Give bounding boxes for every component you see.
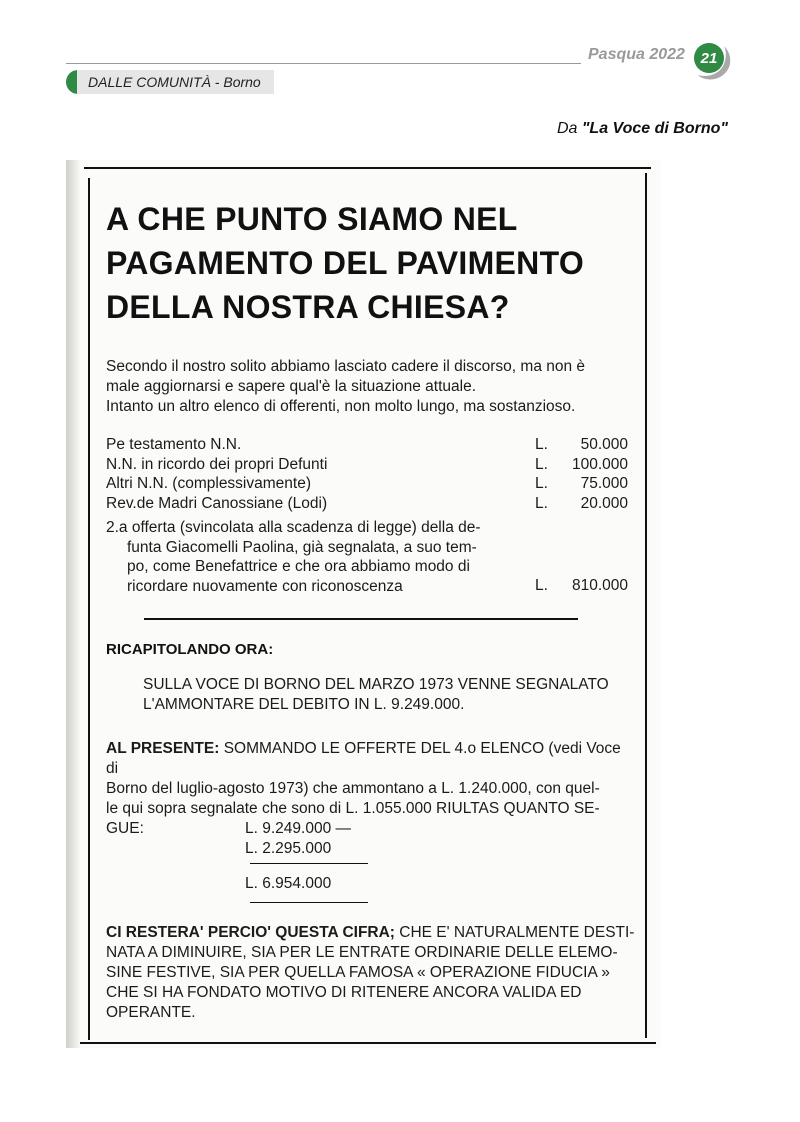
intro-line: Intanto un altro elenco di offerenti, non molto lungo, ma sostanzioso. xyxy=(106,398,576,415)
closing-line: CHE SI HA FONDATO MOTIVO DI RITENERE ANCORA VALIDA ED xyxy=(106,984,582,1001)
present-paragraph xyxy=(106,739,636,839)
donation-desc: Pe testamento N.N. xyxy=(106,436,242,453)
intro-paragraph xyxy=(106,357,636,417)
donation-amount: 810.000 xyxy=(571,577,628,594)
present-line: le qui sopra segnalate che sono di L. 1.055.000 RIULTAS QUANTO SE- xyxy=(106,800,600,817)
page-number-badge xyxy=(690,38,734,82)
section-tab-accent xyxy=(66,70,77,94)
donation-long-line: 2.a offerta (svincolata alla scadenza di legge) della de- xyxy=(106,519,481,536)
present-line xyxy=(106,739,636,779)
donation-currency: L. xyxy=(535,577,548,594)
donation-row xyxy=(106,475,636,495)
source-credit xyxy=(557,120,728,138)
donation-list xyxy=(106,436,636,598)
donation-long-line: funta Giacomelli Paolina, già segnalata, a suo tem- xyxy=(127,538,477,556)
donation-long-line: ricordare nuovamente con riconoscenza xyxy=(127,577,403,595)
frame-bottom xyxy=(80,1042,656,1044)
donation-row xyxy=(106,456,636,476)
donation-amount: 75.000 xyxy=(580,475,628,492)
header-rule xyxy=(66,63,581,64)
calc-row: L. 9.249.000 — xyxy=(245,820,351,837)
frame-top xyxy=(84,167,651,169)
calc-row: L. 2.295.000 xyxy=(245,840,332,857)
page-number: 21 xyxy=(694,43,724,73)
closing-paragraph xyxy=(106,923,636,1023)
recap-paragraph xyxy=(143,675,643,715)
section-label: DALLE COMUNITÀ - Borno xyxy=(88,74,261,90)
closing-line: SINE FESTIVE, SIA PER QUELLA FAMOSA « OPERAZIONE FIDUCIA » xyxy=(106,964,610,981)
closing-line: OPERANTE. xyxy=(106,1004,196,1021)
issue-label: Pasqua 2022 xyxy=(588,46,685,63)
present-line: GUE: xyxy=(106,820,144,837)
calc-total: L. 6.954.000 xyxy=(245,875,332,892)
closing-line xyxy=(106,923,636,943)
closing-line-text: CHE E' NATURALMENTE DESTI- xyxy=(394,924,635,941)
donation-currency: L. xyxy=(535,436,548,453)
title-line: DELLA NOSTRA CHIESA? xyxy=(106,289,510,325)
closing-line: NATA A DIMINUIRE, SIA PER LE ENTRATE ORDINARIE DELLE ELEMO- xyxy=(106,944,618,961)
donation-currency: L. xyxy=(535,494,548,512)
donation-long-line: po, come Benefattrice e che ora abbiamo modo di xyxy=(127,558,470,575)
closing-label: CI RESTERA' PERCIO' QUESTA CIFRA; xyxy=(106,924,395,941)
title-line: PAGAMENTO DEL PAVIMENTO xyxy=(106,245,585,281)
donation-currency: L. xyxy=(535,475,548,492)
calc-rule xyxy=(250,902,368,903)
donation-amount: 50.000 xyxy=(580,436,628,453)
recap-line: SULLA VOCE DI BORNO DEL MARZO 1973 VENNE SEGNALATO xyxy=(143,676,609,693)
source-prefix: Da xyxy=(556,120,582,137)
source-title: "La Voce di Borno" xyxy=(581,120,728,137)
recap-line: L'AMMONTARE DEL DEBITO IN L. 9.249.000. xyxy=(143,696,465,713)
donation-row xyxy=(106,495,636,515)
present-label: AL PRESENTE: xyxy=(106,740,220,757)
section-tab xyxy=(66,70,274,94)
donation-amount: 20.000 xyxy=(580,494,628,512)
donation-desc: N.N. in ricordo dei propri Defunti xyxy=(106,455,328,473)
calculation xyxy=(245,820,351,860)
scan-shadow xyxy=(66,160,80,1048)
section-divider xyxy=(144,618,578,620)
calc-rule xyxy=(250,863,368,864)
donation-desc: Altri N.N. (complessivamente) xyxy=(106,475,311,492)
frame-left xyxy=(88,178,90,1040)
title-line: A CHE PUNTO SIAMO NEL xyxy=(106,201,518,237)
donation-amount: 100.000 xyxy=(571,455,628,473)
donation-currency: L. xyxy=(535,455,548,473)
donation-long-desc xyxy=(106,518,516,596)
article-title xyxy=(106,197,636,329)
donation-row-long xyxy=(106,518,636,598)
donation-row xyxy=(106,436,636,456)
intro-line: male aggiornarsi e sapere qual'è la situazione attuale. xyxy=(106,378,477,395)
present-line-text: SOMMANDO LE OFFERTE DEL 4.o ELENCO (vedi Voce di xyxy=(106,740,621,777)
intro-line: Secondo il nostro solito abbiamo lasciato cadere il discorso, ma non è xyxy=(106,358,586,375)
recap-heading: RICAPITOLANDO ORA: xyxy=(106,641,274,658)
frame-right xyxy=(645,173,647,1038)
present-line: Borno del luglio-agosto 1973) che ammontano a L. 1.240.000, con quel- xyxy=(106,780,600,797)
donation-desc: Rev.de Madri Canossiane (Lodi) xyxy=(106,494,328,512)
